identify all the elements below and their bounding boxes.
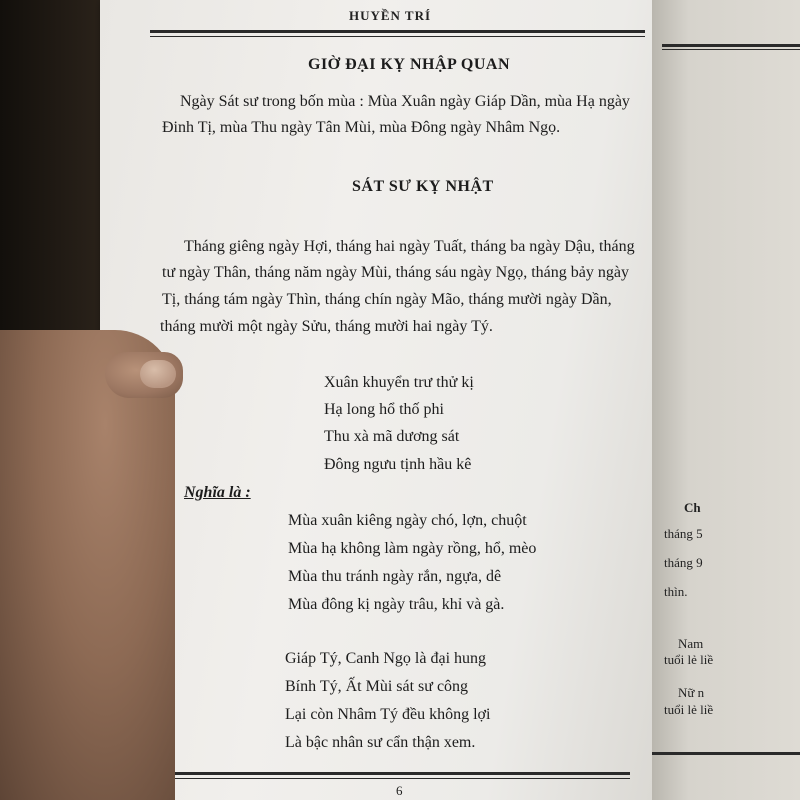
adjacent-fragment-7: Nữ n — [678, 685, 705, 700]
poem1-line-1: Xuân khuyển trư thử kị — [324, 374, 474, 391]
section2-line-4: tháng mười một ngày Sửu, tháng mười hai ngày Tý. — [160, 318, 493, 335]
meaning-line-2: Mùa hạ không làm ngày rồng, hổ, mèo — [288, 540, 537, 557]
adjacent-fragment-5: Nam — [678, 636, 704, 651]
meaning-line-3: Mùa thu tránh ngày rắn, ngựa, dê — [288, 568, 502, 585]
section2-line-1: Tháng giêng ngày Hợi, tháng hai ngày Tuất, tháng ba ngày Dậu, tháng — [184, 238, 635, 255]
poem1-line-2: Hạ long hổ thố phi — [324, 401, 444, 418]
poem2-line-1: Giáp Tý, Canh Ngọ là đại hung — [285, 650, 487, 667]
poem2-line-3: Lại còn Nhâm Tý đều không lợi — [285, 706, 491, 723]
running-title: HUYỀN TRÍ — [348, 8, 432, 23]
adjacent-rule-top — [662, 44, 800, 47]
header-rule-thick — [150, 30, 645, 33]
adjacent-fragment-4: thìn. — [664, 584, 688, 599]
poem1-line-3: Thu xà mã dương sát — [324, 428, 460, 445]
section2-heading: SÁT SƯ KỴ NHẬT — [352, 178, 494, 195]
section1-line-1: Ngày Sát sư trong bốn mùa : Mùa Xuân ngày Giáp Dần, mùa Hạ ngày — [180, 93, 630, 110]
thumbnail — [140, 360, 176, 388]
section1-line-2: Đinh Tị, mùa Thu ngày Tân Mùi, mùa Đông ngày Nhâm Ngọ. — [162, 119, 561, 136]
adjacent-page — [652, 0, 800, 800]
section2-line-2: tư ngày Thân, tháng năm ngày Mùi, tháng sáu ngày Ngọ, tháng bảy ngày — [162, 264, 629, 281]
meaning-label: Nghĩa là : — [184, 484, 251, 501]
poem2-line-4: Là bậc nhân sư cẩn thận xem. — [285, 734, 476, 751]
book-page — [100, 0, 660, 800]
section2-line-3: Tị, tháng tám ngày Thìn, tháng chín ngày Mão, tháng mười ngày Dần, — [162, 291, 612, 308]
poem1-line-4: Đông ngưu tịnh hầu kê — [324, 456, 472, 473]
meaning-line-4: Mùa đông kị ngày trâu, khỉ và gà. — [288, 596, 505, 613]
meaning-line-1: Mùa xuân kiêng ngày chó, lợn, chuột — [288, 512, 527, 529]
adjacent-fragment-8: tuổi lẻ liề — [664, 702, 714, 717]
adjacent-fragment-2: tháng 5 — [664, 526, 703, 541]
adjacent-fragment-3: tháng 9 — [664, 555, 703, 570]
page-number: 6 — [396, 783, 403, 798]
holding-hand — [0, 330, 175, 800]
adjacent-rule-top-thin — [662, 49, 800, 50]
adjacent-fragment-1: Ch — [684, 500, 701, 515]
adjacent-rule-bottom — [652, 752, 800, 755]
adjacent-fragment-6: tuổi lẻ liề — [664, 652, 714, 667]
footer-rule-thick — [160, 772, 630, 775]
footer-rule-thin — [160, 778, 630, 779]
header-rule-thin — [150, 36, 645, 37]
poem2-line-2: Bính Tý, Ất Mùi sát sư công — [285, 678, 469, 695]
section1-heading: GIỜ ĐẠI KỴ NHẬP QUAN — [308, 56, 511, 73]
